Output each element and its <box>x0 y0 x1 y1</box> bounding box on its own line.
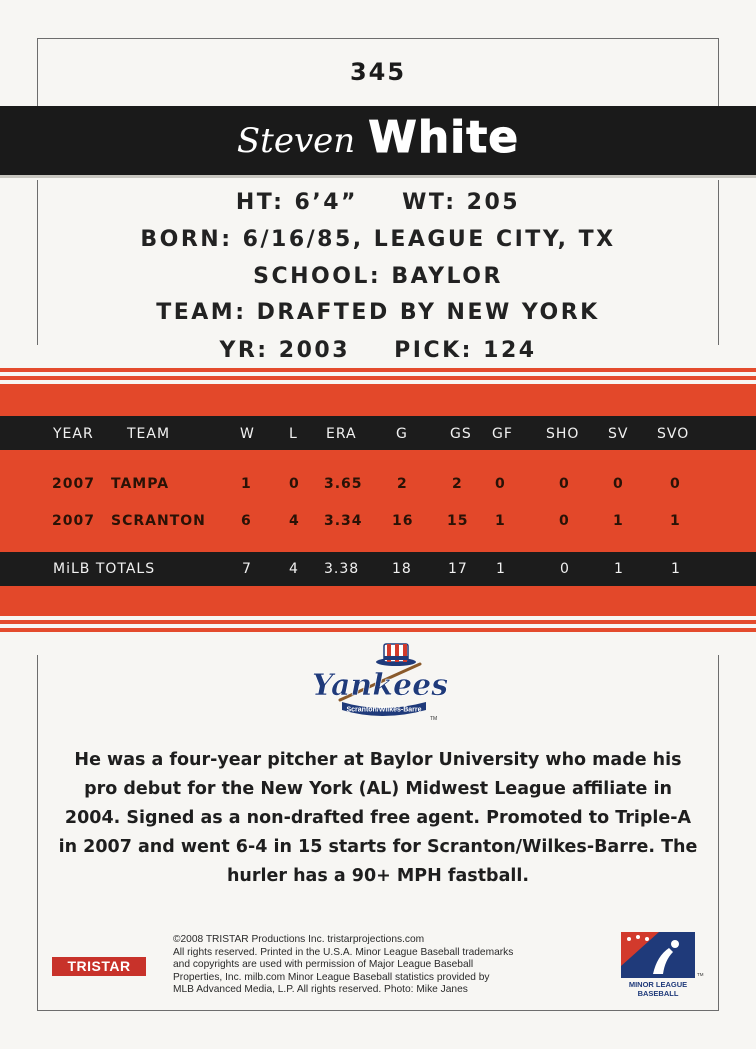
stats-row-sho: 0 <box>559 513 570 529</box>
milb-tm: TM <box>697 972 704 977</box>
milb-line2: BASEBALL <box>637 989 679 998</box>
stats-total-g: 18 <box>392 561 412 577</box>
card-number: 345 <box>349 58 407 86</box>
logo-banner: Scranton/Wilkes-Barre <box>346 706 422 714</box>
stats-header-band <box>0 416 756 450</box>
legal-line: Properties, Inc. milb.com Minor League Baseball statistics provided by <box>173 971 490 983</box>
stats-header-gf: GF <box>492 426 513 442</box>
stats-row-g: 2 <box>397 476 408 492</box>
legal-line: MLB Advanced Media, L.P. All rights reserved. Photo: Mike Janes <box>173 984 468 996</box>
stats-row-era: 3.34 <box>324 513 363 529</box>
bio-blurb <box>40 746 716 891</box>
stats-row-gf: 0 <box>495 476 506 492</box>
blurb-line: hurler has a 90+ MPH fastball. <box>226 866 530 886</box>
stripe-top-thin <box>0 368 756 372</box>
logo-tm: TM <box>430 716 438 722</box>
stats-row-g: 16 <box>392 513 414 529</box>
bio-height: HT: 6’4” <box>235 190 358 215</box>
stats-total-era: 3.38 <box>324 561 360 577</box>
bio-line-yr-pick <box>0 338 756 363</box>
stats-row-l: 4 <box>289 513 300 529</box>
stats-header-w: W <box>240 426 255 442</box>
stats-header-sv: SV <box>608 426 629 442</box>
stats-row-sv: 0 <box>613 476 624 492</box>
bio-year: YR: 2003 <box>219 338 350 363</box>
stats-header-year: YEAR <box>53 426 94 442</box>
stripe-top-thin-2 <box>0 376 756 380</box>
player-last-name: White <box>368 112 520 163</box>
stats-header-g: G <box>396 426 408 442</box>
stats-total-w: 7 <box>242 561 252 577</box>
stats-total-sho: 0 <box>560 561 570 577</box>
blurb-line: pro debut for the New York (AL) Midwest League affiliate in <box>84 779 672 799</box>
stats-row-svo: 0 <box>670 476 681 492</box>
stats-total-gf: 1 <box>496 561 506 577</box>
stats-header-l: L <box>289 426 298 442</box>
stats-row-gs: 2 <box>452 476 463 492</box>
stats-row-l: 0 <box>289 476 300 492</box>
stats-row-era: 3.65 <box>324 476 363 492</box>
stats-row-svo: 1 <box>670 513 681 529</box>
legal-line: ©2008 TRISTAR Productions Inc. tristarprojections.com <box>173 934 425 945</box>
blurb-line: 2004. Signed as a non-drafted free agent. Promoted to Triple-A <box>64 808 692 828</box>
stats-row-team: TAMPA <box>111 476 170 492</box>
stats-row-w: 6 <box>241 513 252 529</box>
stats-header-era: ERA <box>326 426 357 442</box>
stats-row-team: SCRANTON <box>111 513 206 529</box>
stats-total-l: 4 <box>289 561 299 577</box>
legal-text <box>173 934 603 997</box>
stats-row-w: 1 <box>241 476 252 492</box>
bio-line-ht-wt <box>0 190 756 215</box>
blurb-line: He was a four-year pitcher at Baylor University who made his <box>74 750 682 770</box>
stats-header-team: TEAM <box>127 426 171 442</box>
stats-total-svo: 1 <box>671 561 681 577</box>
stats-total-gs: 17 <box>448 561 468 577</box>
bio-school: SCHOOL: BAYLOR <box>253 264 503 289</box>
logo-script: Yankees <box>311 668 449 703</box>
player-first-name: Steven <box>236 121 356 161</box>
milb-line1: MINOR LEAGUE <box>628 980 688 989</box>
stats-header-gs: GS <box>450 426 472 442</box>
stats-row-year: 2007 <box>52 476 95 492</box>
legal-line: and copyrights are used with permission of Major League Baseball <box>173 959 474 971</box>
stripe-bottom-thin-2 <box>0 628 756 632</box>
stats-header-svo: SVO <box>657 426 690 442</box>
stats-row-gs: 15 <box>447 513 469 529</box>
bio-pick: PICK: 124 <box>394 338 537 363</box>
stats-header-sho: SHO <box>546 426 580 442</box>
stats-totals-label: MiLB TOTALS <box>53 561 156 577</box>
minor-league-baseball-logo-icon <box>617 930 704 1000</box>
bio-team: TEAM: DRAFTED BY NEW YORK <box>156 300 600 325</box>
bio-weight: WT: 205 <box>402 190 521 215</box>
stats-row-sho: 0 <box>559 476 570 492</box>
stats-row-year: 2007 <box>52 513 95 529</box>
stripe-bottom-thin <box>0 620 756 624</box>
scranton-yankees-logo-icon <box>311 640 449 725</box>
blurb-line: in 2007 and went 6-4 in 15 starts for Scranton/Wilkes-Barre. The <box>58 837 698 857</box>
stats-total-sv: 1 <box>614 561 624 577</box>
legal-line: All rights reserved. Printed in the U.S.A. Minor League Baseball trademarks <box>173 946 514 958</box>
bio-born: BORN: 6/16/85, LEAGUE CITY, TX <box>140 227 616 252</box>
stats-row-sv: 1 <box>613 513 624 529</box>
stats-row-gf: 1 <box>495 513 506 529</box>
tristar-logo: TRISTAR <box>52 957 146 976</box>
player-name <box>0 112 756 163</box>
